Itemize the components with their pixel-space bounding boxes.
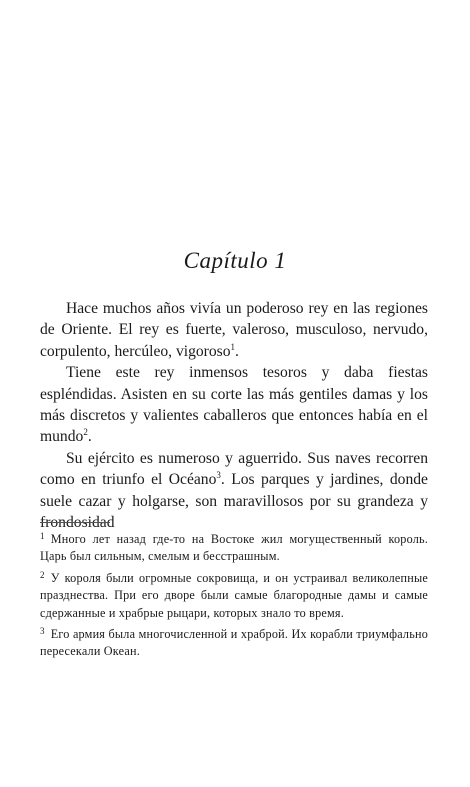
footnote-2	[40, 570, 428, 622]
footnotes	[40, 531, 428, 665]
footnote-1	[40, 531, 428, 566]
paragraph-3	[40, 448, 428, 534]
chapter-title: Capítulo 1	[183, 248, 287, 273]
main-text	[40, 298, 428, 533]
footnote-ref-2: 2	[83, 427, 88, 438]
paragraph-1-text: Hace muchos años vivía un poderoso rey en las regiones de Oriente. El rey es fuerte, valeroso, musculoso, nervudo, corpulento, hercúleo, vigoroso	[40, 300, 428, 360]
footnote-text: У короля были огромные сокровища, и он устраивал великолепные празднества. При его дворе были самые благородные дамы и самые сдержанные и храбрые рыцари, которых знало то время.	[40, 570, 428, 620]
footnote-divider	[40, 522, 110, 523]
paragraph-2-tail: .	[87, 428, 92, 446]
footnote-number: 1	[40, 531, 45, 541]
paragraph-3-text: Su ejército es numeroso y aguerrido. Sus naves recorren como en triunfo el Océano	[40, 449, 428, 489]
paragraph-2-text: Tiene este rey inmensos tesoros y daba fiestas espléndidas. Asisten en su corte las más gentiles damas y los más discretos y valientes caballeros que entonces había en el mundo	[40, 364, 428, 446]
paragraph-1-tail: .	[235, 342, 239, 360]
footnote-number: 3	[40, 626, 45, 637]
paragraph-2	[40, 362, 428, 448]
footnote-ref-1: 1	[230, 341, 236, 352]
footnote-text: Много лет назад где-то на Востоке жил могущественный король. Царь был сильным, смелым и бесстрашным.	[40, 532, 428, 564]
paragraph-3-tail: . Los parques y jardines, donde suele cazar y holgarse, son maravillosos por su grandeza y frondosidad	[40, 471, 428, 532]
footnote-number: 2	[40, 569, 45, 580]
footnote-ref-3: 3	[216, 470, 221, 481]
paragraph-1	[40, 298, 428, 362]
footnote-text: Его армия была многочисленной и храброй. Их корабли триумфально пересекали Океан.	[40, 627, 428, 659]
footnote-3	[40, 626, 428, 661]
